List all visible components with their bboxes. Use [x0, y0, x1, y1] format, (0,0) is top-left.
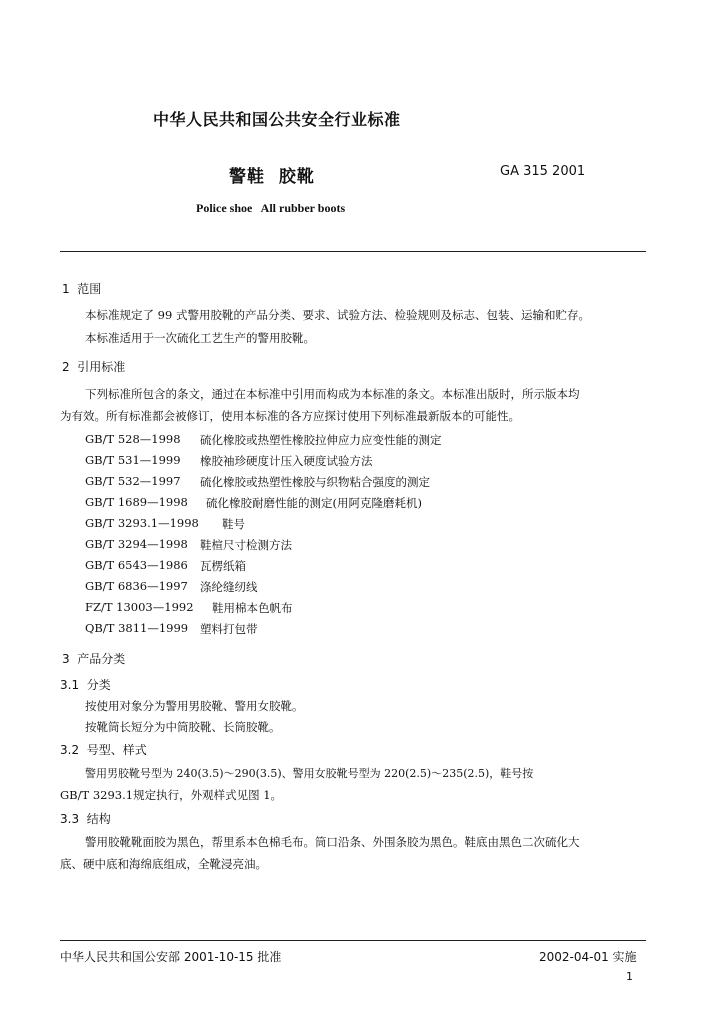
issuing-authority: 中华人民共和国公共安全行业标准	[153, 110, 401, 129]
reference-title: 橡胶袖珍硬度计压入硬度试验方法	[200, 454, 373, 468]
standard-code: GA 315 2001	[500, 164, 586, 179]
section-1-heading: 1 范围	[62, 282, 102, 296]
reference-title: 硫化橡胶或热塑性橡胶与织物粘合强度的测定	[200, 475, 430, 489]
reference-code: FZ/T 13003—1992	[85, 600, 194, 614]
reference-code: QB/T 3811—1999	[85, 621, 189, 635]
section-2-paragraph: 下列标准所包含的条文，通过在本标准中引用而构成为本标准的条文。本标准出版时，所示版本均	[85, 387, 580, 401]
reference-title: 硫化橡胶耐磨性能的测定(用阿克隆磨耗机)	[206, 496, 422, 510]
reference-code: GB/T 528—1998	[85, 432, 181, 446]
reference-code: GB/T 3293.1—1998	[85, 516, 199, 530]
reference-title: 鞋楦尺寸检测方法	[200, 538, 292, 552]
section-3-heading: 3 产品分类	[62, 652, 126, 666]
reference-code: GB/T 6836—1997	[85, 579, 188, 593]
reference-title: 塑料打包带	[200, 622, 258, 636]
reference-code: GB/T 531—1999	[85, 453, 181, 467]
page-number: 1	[626, 970, 633, 983]
subsection-3-1-paragraph: 按靴筒长短分为中筒胶靴、长筒胶靴。	[85, 720, 281, 734]
subsection-3-3-heading: 3.3 结构	[60, 812, 111, 826]
reference-title: 硫化橡胶或热塑性橡胶拉伸应力应变性能的测定	[200, 433, 442, 447]
reference-code: GB/T 6543—1986	[85, 558, 188, 572]
section-1-paragraph: 本标准规定了 99 式警用胶靴的产品分类、要求、试验方法、检验规则及标志、包装、运输和贮存。	[85, 308, 590, 322]
english-title: Police shoe All rubber boots	[196, 201, 346, 215]
chinese-title: 警鞋 胶靴	[229, 167, 315, 187]
reference-code: GB/T 1689—1998	[85, 495, 188, 509]
section-2-paragraph: 为有效。所有标准都会被修订，使用本标准的各方应探讨使用下列标准最新版本的可能性。	[60, 409, 520, 423]
footer-rule	[60, 940, 646, 941]
subsection-3-2-heading: 3.2 号型、样式	[60, 743, 147, 757]
section-1-paragraph: 本标准适用于一次硫化工艺生产的警用胶靴。	[85, 331, 315, 345]
reference-title: 瓦楞纸箱	[200, 559, 246, 573]
section-2-heading: 2 引用标准	[62, 360, 126, 374]
reference-title: 鞋号	[222, 517, 245, 531]
header-rule	[60, 251, 646, 252]
subsection-3-2-paragraph: GB/T 3293.1规定执行，外观样式见图 1。	[60, 788, 283, 802]
subsection-3-1-paragraph: 按使用对象分为警用男胶靴、警用女胶靴。	[85, 699, 304, 713]
effective-date: 2002-04-01 实施	[539, 950, 637, 964]
reference-code: GB/T 532—1997	[85, 474, 181, 488]
subsection-3-3-paragraph: 警用胶靴靴面胶为黑色，帮里系本色棉毛布。筒口沿条、外围条胶为黑色。鞋底由黑色二次硫化大	[85, 835, 580, 849]
subsection-3-3-paragraph: 底、硬中底和海绵底组成，全靴浸亮油。	[60, 857, 267, 871]
subsection-3-1-heading: 3.1 分类	[60, 678, 111, 692]
reference-code: GB/T 3294—1998	[85, 537, 188, 551]
approval-line: 中华人民共和国公安部 2001-10-15 批准	[60, 950, 282, 964]
reference-title: 涤纶缝纫线	[200, 580, 258, 594]
subsection-3-2-paragraph: 警用男胶靴号型为 240(3.5)～290(3.5)、警用女胶靴号型为 220(2.5)～235(2.5)，鞋号按	[85, 767, 534, 780]
reference-title: 鞋用棉本色帆布	[212, 601, 293, 615]
